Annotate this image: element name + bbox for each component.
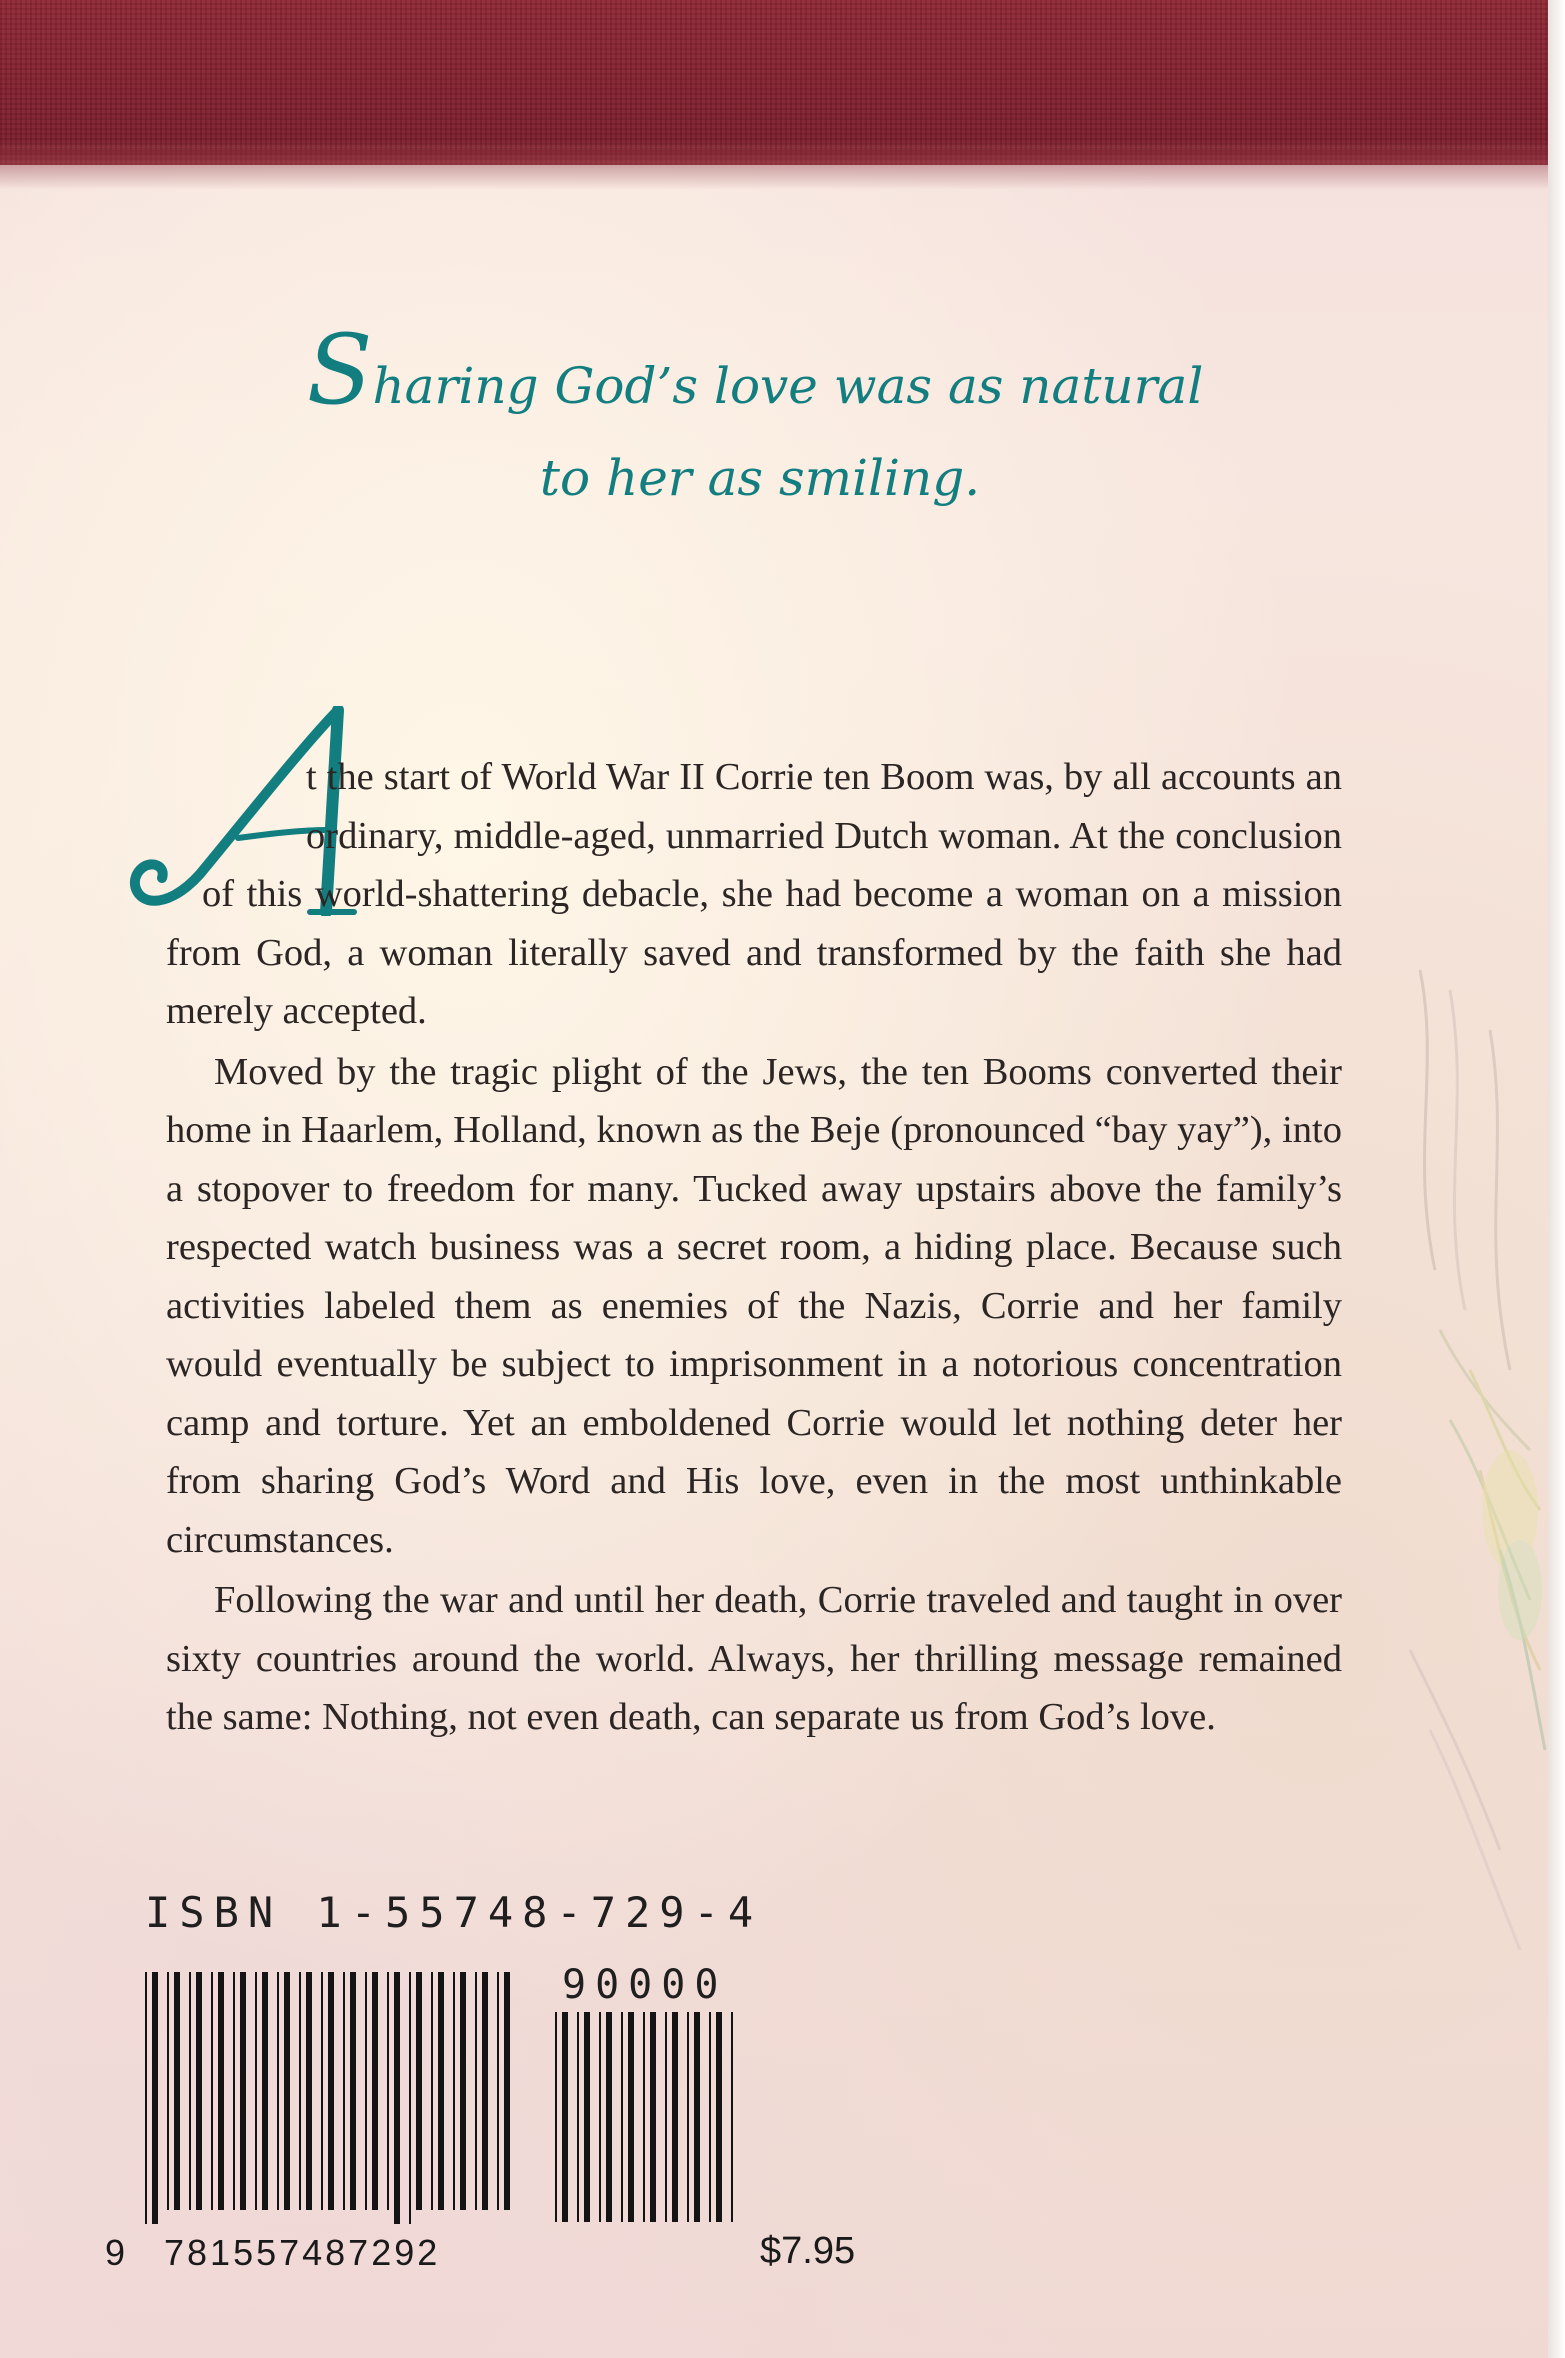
barcode-bar [416, 1972, 422, 2210]
barcode-bar [584, 2012, 590, 2222]
barcode-bar [189, 1972, 191, 2210]
barcode-bar [394, 1972, 400, 2224]
barcode-bar [577, 2012, 579, 2222]
barcode-bar [350, 1972, 356, 2210]
barcode-bar [709, 2012, 711, 2222]
barcode-bar [716, 2012, 722, 2222]
barcode-bar [372, 1972, 378, 2210]
barcode-bar [731, 2012, 733, 2222]
barcode-bar [343, 1972, 345, 2210]
barcode-bar [650, 2012, 656, 2222]
barcode-bar [306, 1972, 312, 2210]
paragraph-3: Following the war and until her death, Corrie traveled and taught in over sixty countries around the world. Always, her thrilling message remained the same: Nothing, not even death, can separate us from God’s love. [166, 1579, 1342, 1738]
cloth-spine-band [0, 0, 1548, 165]
barcode-bar [365, 1972, 367, 2210]
tagline-line-2: to her as smiling. [539, 449, 981, 507]
barcode-bar [167, 1972, 169, 2210]
barcode-bar [562, 2012, 568, 2222]
back-cover-description [166, 748, 1342, 1749]
barcode-bar [262, 1972, 268, 2210]
isbn-barcode [145, 1972, 735, 2234]
price-addon-digits: 90000 [562, 1962, 728, 2008]
barcode-bar [409, 1972, 411, 2224]
tagline-line-1: haring God’s love was as natural [372, 357, 1204, 415]
barcode-bar [606, 2012, 612, 2222]
barcode-bar [240, 1972, 246, 2210]
barcode-bar [218, 1972, 224, 2210]
tagline-initial: S [306, 314, 373, 426]
barcode-bar [599, 2012, 601, 2222]
paragraph-2: Moved by the tragic plight of the Jews, the ten Booms converted their home in Haarlem, Holland, known as the Beje (pronounced “bay yay”), into a stopover to freedom for many. Tucked away upstairs above the family’s respected watch business was a secret room, a hiding place. Because such activities labeled them as enemies of the Nazis, Corrie and her family would eventually be subject to imprisonment in a notorious concentration camp and torture. Yet an emboldened Corrie would let nothing deter her from sharing God’s Word and His love, even in the most unthinkable circumstances. [166, 1050, 1342, 1561]
tagline [200, 314, 1300, 524]
isbn-label: ISBN 1-55748-729-4 [145, 1888, 763, 1937]
ean-digits: 781557487292 [164, 2232, 441, 2273]
barcode-bar [145, 1972, 147, 2224]
barcode-bar [475, 1972, 477, 2210]
barcode-bar [174, 1972, 180, 2210]
barcode-bar [387, 1972, 389, 2210]
barcode-bar [299, 1972, 301, 2210]
barcode-bar [482, 1972, 488, 2210]
barcode-bar [233, 1972, 235, 2210]
price-label: $7.95 [760, 2230, 856, 2272]
band-shadow [0, 150, 1548, 190]
barcode-bar [196, 1972, 202, 2210]
barcode-bar [453, 1972, 455, 2210]
barcode-bar [152, 1972, 158, 2224]
barcode-bar [555, 2012, 557, 2222]
ean-first-digit: 9 [105, 2232, 126, 2273]
decorative-floral-streaks [1380, 950, 1548, 2050]
barcode-bar [628, 2012, 634, 2222]
barcode-bar [431, 1972, 433, 2210]
barcode-bar [687, 2012, 689, 2222]
barcode-bar [321, 1972, 323, 2210]
barcode-bar [460, 1972, 466, 2210]
page-edge [1548, 0, 1565, 2358]
barcode-bar [504, 1972, 510, 2210]
barcode-bar [277, 1972, 279, 2210]
barcode-bar [497, 1972, 499, 2210]
barcode-bar [621, 2012, 623, 2222]
barcode-bar [665, 2012, 667, 2222]
barcode-bar [672, 2012, 678, 2222]
barcode-bar [643, 2012, 645, 2222]
paragraph-1: t the start of World War II Corrie ten Boom was, by all accounts an ordinary, middle-aged, unmarried Dutch woman. At the conclusion of this world-shattering debacle, she had become a woman on a mission from God, a woman literally saved and transformed by the faith she had merely accepted. [166, 756, 1342, 1032]
barcode-bar [211, 1972, 213, 2210]
barcode-bar [284, 1972, 290, 2210]
barcode-bar [438, 1972, 444, 2210]
barcode-bar [328, 1972, 334, 2210]
barcode-bar [255, 1972, 257, 2210]
barcode-bar [694, 2012, 700, 2222]
